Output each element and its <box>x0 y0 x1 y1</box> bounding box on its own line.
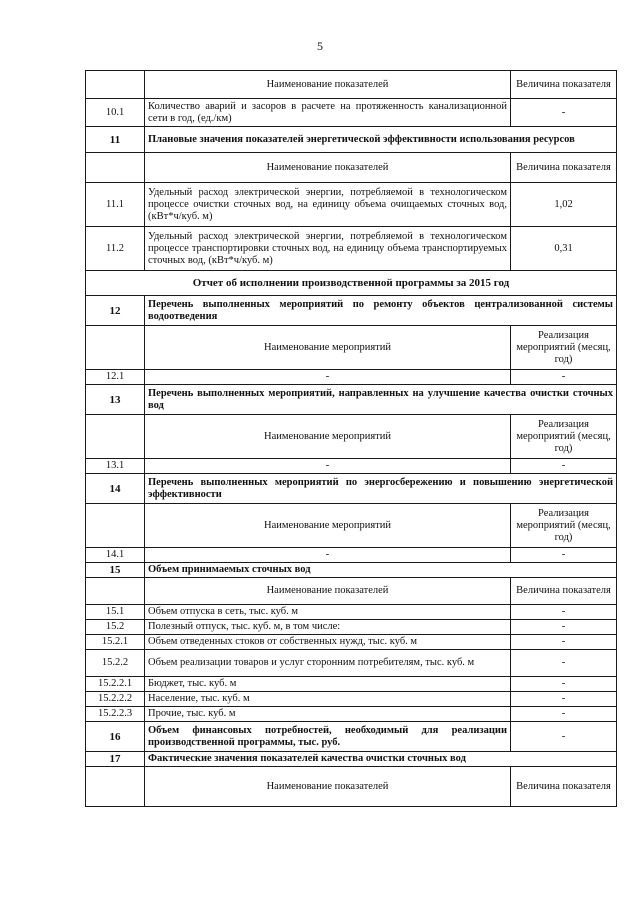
column-header-value: Величина показателя <box>511 767 617 807</box>
row-number: 12.1 <box>86 370 145 385</box>
row-label: Бюджет, тыс. куб. м <box>145 677 511 692</box>
row-value: - <box>511 635 617 650</box>
row-number: 15.2.2.3 <box>86 707 145 722</box>
row-label: - <box>145 370 511 385</box>
page-number: 5 <box>317 39 323 53</box>
row-label: Удельный расход электрической энергии, потребляемой в технологическом процессе транспортировки сточных вод, на единицу объема транспортируемых сточных вод, (кВт*ч/куб. м) <box>145 227 511 271</box>
row-value: - <box>511 650 617 677</box>
empty-cell <box>86 153 145 183</box>
table-row <box>86 620 617 635</box>
section-number: 13 <box>86 385 145 415</box>
table-row <box>86 605 617 620</box>
table-header-row <box>86 153 617 183</box>
section-number: 15 <box>86 563 145 578</box>
table-header-row <box>86 326 617 370</box>
column-header-value: Величина показателя <box>511 153 617 183</box>
section-row <box>86 722 617 752</box>
section-number: 16 <box>86 722 145 752</box>
section-title: Объем финансовых потребностей, необходимый для реализации производственной программы, тыс. руб. <box>145 722 511 752</box>
table-row <box>86 548 617 563</box>
row-label: Объем реализации товаров и услуг сторонним потребителям, тыс. куб. м <box>145 650 511 677</box>
empty-cell <box>86 767 145 807</box>
section-title: Фактические значения показателей качества очистки сточных вод <box>145 752 617 767</box>
section-row <box>86 752 617 767</box>
row-value: - <box>511 692 617 707</box>
row-number: 10.1 <box>86 99 145 127</box>
table-row <box>86 99 617 127</box>
section-title: Перечень выполненных мероприятий по ремонту объектов централизованной системы водоотведения <box>145 296 617 326</box>
row-label: Объем отпуска в сеть, тыс. куб. м <box>145 605 511 620</box>
table-row <box>86 459 617 474</box>
row-label: Удельный расход электрической энергии, потребляемой в технологическом процессе очистки сточных вод, на единицу объема очищаемых сточных вод, (кВт*ч/куб. м) <box>145 183 511 227</box>
row-number: 13.1 <box>86 459 145 474</box>
section-row <box>86 296 617 326</box>
table-header-row <box>86 71 617 99</box>
section-row <box>86 474 617 504</box>
row-value: - <box>511 370 617 385</box>
row-label: Количество аварий и засоров в расчете на протяженность канализационной сети в год, (ед./км) <box>145 99 511 127</box>
report-title: Отчет об исполнении производственной программы за 2015 год <box>86 271 617 296</box>
table-row <box>86 692 617 707</box>
column-header-value: Величина показателя <box>511 578 617 605</box>
row-value: 0,31 <box>511 227 617 271</box>
column-header-name: Наименование показателей <box>145 767 511 807</box>
row-label: - <box>145 459 511 474</box>
row-number: 15.2 <box>86 620 145 635</box>
row-value: - <box>511 548 617 563</box>
row-number: 15.2.1 <box>86 635 145 650</box>
row-number: 15.1 <box>86 605 145 620</box>
section-title: Перечень выполненных мероприятий, направленных на улучшение качества очистки сточных вод <box>145 385 617 415</box>
row-value: - <box>511 459 617 474</box>
section-value: - <box>511 722 617 752</box>
section-row <box>86 385 617 415</box>
table-row <box>86 677 617 692</box>
row-value: - <box>511 99 617 127</box>
indicators-table <box>85 70 617 807</box>
table-header-row <box>86 578 617 605</box>
row-label: Прочие, тыс. куб. м <box>145 707 511 722</box>
row-value: - <box>511 677 617 692</box>
column-header-value: Реализация мероприятий (месяц, год) <box>511 415 617 459</box>
row-value: - <box>511 620 617 635</box>
row-label: Полезный отпуск, тыс. куб. м, в том числе: <box>145 620 511 635</box>
column-header-value: Реализация мероприятий (месяц, год) <box>511 326 617 370</box>
section-row <box>86 563 617 578</box>
row-number: 14.1 <box>86 548 145 563</box>
column-header-value: Реализация мероприятий (месяц, год) <box>511 504 617 548</box>
row-value: - <box>511 707 617 722</box>
row-label: Население, тыс. куб. м <box>145 692 511 707</box>
table-header-row <box>86 504 617 548</box>
section-number: 17 <box>86 752 145 767</box>
report-banner-row <box>86 271 617 296</box>
row-number: 11.2 <box>86 227 145 271</box>
section-number: 11 <box>86 127 145 153</box>
row-number: 11.1 <box>86 183 145 227</box>
row-value: - <box>511 605 617 620</box>
section-title: Перечень выполненных мероприятий по энергосбережению и повышению энергетической эффективности <box>145 474 617 504</box>
table-row <box>86 650 617 677</box>
table-header-row <box>86 767 617 807</box>
table-row <box>86 183 617 227</box>
column-header-name: Наименование показателей <box>145 578 511 605</box>
section-title: Плановые значения показателей энергетической эффективности использования ресурсов <box>145 127 617 153</box>
column-header-name: Наименование мероприятий <box>145 326 511 370</box>
row-label: - <box>145 548 511 563</box>
table-row <box>86 227 617 271</box>
row-number: 15.2.2 <box>86 650 145 677</box>
empty-cell <box>86 71 145 99</box>
empty-cell <box>86 326 145 370</box>
column-header-name: Наименование показателей <box>145 153 511 183</box>
empty-cell <box>86 578 145 605</box>
empty-cell <box>86 415 145 459</box>
table-row <box>86 707 617 722</box>
section-number: 14 <box>86 474 145 504</box>
section-row <box>86 127 617 153</box>
row-value: 1,02 <box>511 183 617 227</box>
empty-cell <box>86 504 145 548</box>
row-number: 15.2.2.1 <box>86 677 145 692</box>
section-number: 12 <box>86 296 145 326</box>
column-header-name: Наименование мероприятий <box>145 415 511 459</box>
table-row <box>86 370 617 385</box>
column-header-name: Наименование показателей <box>145 71 511 99</box>
section-title: Объем принимаемых сточных вод <box>145 563 617 578</box>
table-header-row <box>86 415 617 459</box>
column-header-name: Наименование мероприятий <box>145 504 511 548</box>
column-header-value: Величина показателя <box>511 71 617 99</box>
row-label: Объем отведенных стоков от собственных нужд, тыс. куб. м <box>145 635 511 650</box>
table-row <box>86 635 617 650</box>
row-number: 15.2.2.2 <box>86 692 145 707</box>
